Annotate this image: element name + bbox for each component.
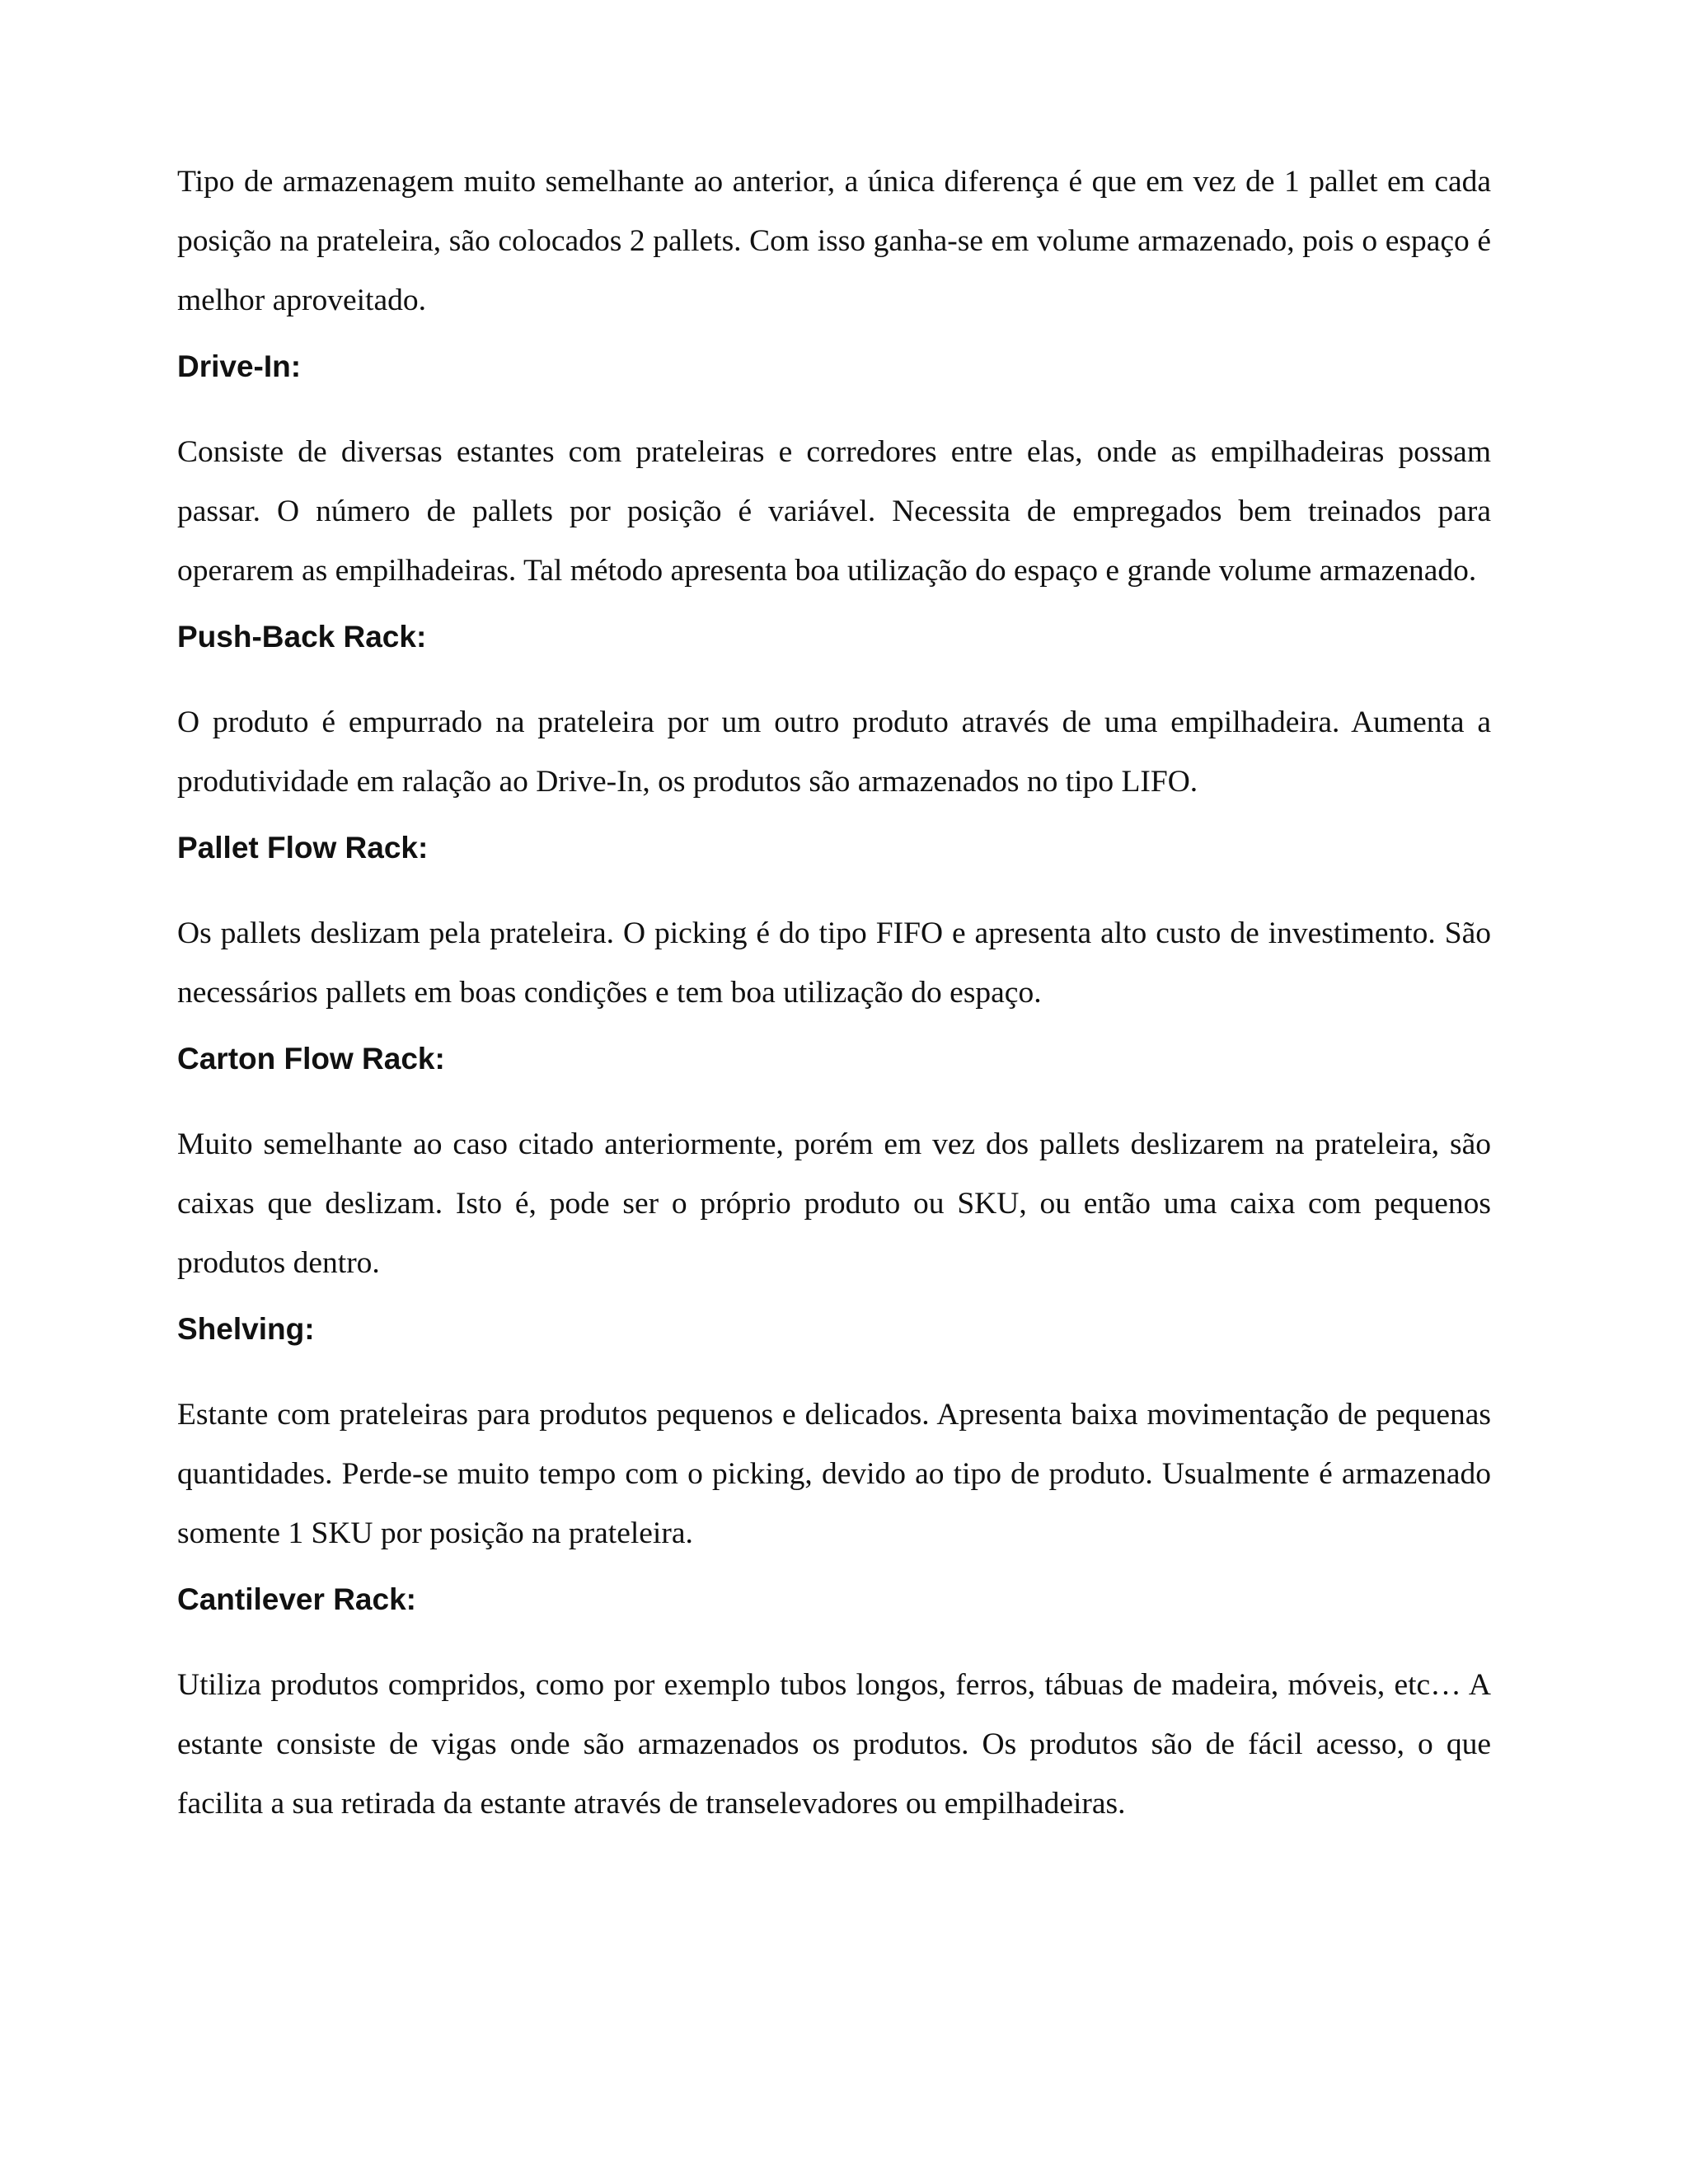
spacer — [177, 866, 1491, 904]
spacer — [177, 385, 1491, 423]
spacer — [177, 655, 1491, 693]
spacer — [177, 1347, 1491, 1385]
spacer — [177, 1023, 1491, 1041]
section-heading-pallet-flow-rack: Pallet Flow Rack: — [177, 831, 429, 865]
intro-paragraph: Tipo de armazenagem muito semelhante ao anterior, a única diferença é que em vez de 1 pallet em cada posição na prateleira, são colocados 2 pallets. Com isso ganha-se em volume armazenado, pois o espaço é melhor aproveitado. — [177, 165, 1491, 317]
section-text-drive-in: Consiste de diversas estantes com prateleiras e corredores entre elas, onde as empilhadeiras possam passar. O número de pallets por posição é variável. Necessita de empregados bem treinados para operarem as empilhadeiras. Tal método apresenta boa utilização do espaço e grande volume armazenado. — [177, 435, 1491, 588]
section-text-carton-flow-rack: Muito semelhante ao caso citado anteriormente, porém em vez dos pallets deslizarem na prateleira, são caixas que deslizam. Isto é, pode ser o próprio produto ou SKU, ou então uma caixa com pequenos produtos dentro. — [177, 1127, 1491, 1280]
document-page — [177, 152, 1491, 1834]
section-text-push-back-rack: O produto é empurrado na prateleira por um outro produto através de uma empilhadeira. Aumenta a produtividade em ralação ao Drive-In, os produtos são armazenados no tipo LIFO. — [177, 705, 1491, 799]
section-heading-drive-in: Drive-In: — [177, 349, 302, 383]
spacer — [177, 1618, 1491, 1656]
section-text-shelving: Estante com prateleiras para produtos pequenos e delicados. Apresenta baixa movimentação de pequenas quantidades. Perde-se muito tempo com o picking, devido ao tipo de produto. Usualmente é armazenado somente 1 SKU por posição na prateleira. — [177, 1398, 1491, 1550]
spacer — [177, 1077, 1491, 1115]
section-heading-cantilever-rack: Cantilever Rack: — [177, 1582, 416, 1616]
spacer — [177, 812, 1491, 830]
section-text-cantilever-rack: Utiliza produtos compridos, como por exemplo tubos longos, ferros, tábuas de madeira, móveis, etc… A estante consiste de vigas onde são armazenados os produtos. Os produtos são de fácil acesso, o que facilita a sua retirada da estante através de transelevadores ou empilhadeiras. — [177, 1668, 1491, 1821]
section-heading-carton-flow-rack: Carton Flow Rack: — [177, 1042, 445, 1076]
section-text-pallet-flow-rack: Os pallets deslizam pela prateleira. O picking é do tipo FIFO e apresenta alto custo de investimento. São necessários pallets em boas condições e tem boa utilização do espaço. — [177, 916, 1491, 1010]
spacer — [177, 1293, 1491, 1311]
section-heading-push-back-rack: Push-Back Rack: — [177, 620, 427, 654]
spacer — [177, 1563, 1491, 1582]
spacer — [177, 330, 1491, 349]
section-heading-shelving: Shelving: — [177, 1312, 315, 1346]
spacer — [177, 601, 1491, 619]
